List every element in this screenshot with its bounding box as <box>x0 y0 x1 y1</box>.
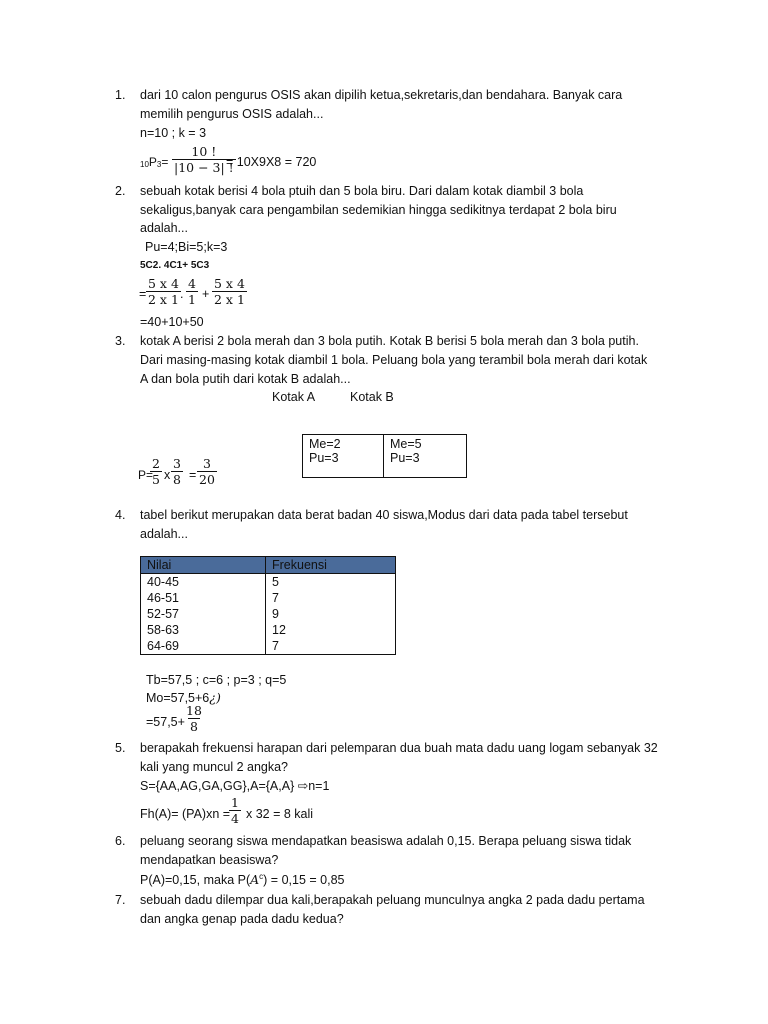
question-1-given: n=10 ; k = 3 <box>140 126 207 140</box>
question-4-fraction: $\frac{18}{8}$ <box>186 703 202 734</box>
question-2-fraction-1: $\frac{5 x 4}{2 x 1}$ <box>148 276 179 307</box>
table-row <box>141 638 396 655</box>
question-3-number: 3. <box>115 334 126 348</box>
question-2-result: =40+10+50 <box>140 315 204 329</box>
question-5-sample-space: S={AA,AG,GA,GG},A={A,A} ⇨n=1 <box>140 779 330 793</box>
question-6-text-line-1: peluang seorang siswa mendapatkan beasiswa adalah 0,15. Berapa peluang siswa tidak <box>140 834 632 848</box>
question-3-fraction-3: $\frac{3}{20}$ <box>199 456 215 487</box>
question-2-plus: + <box>202 287 210 301</box>
table-header-nilai: Nilai <box>141 557 266 574</box>
question-7-text-line-1: sebuah dadu dilempar dua kali,berapakah peluang munculnya angka 2 pada dadu pertama <box>140 893 645 907</box>
table-cell: 5 <box>266 574 396 591</box>
kotak-b-cell <box>384 435 467 478</box>
question-2-text-line-1: sebuah kotak berisi 4 bola ptuih dan 5 bola biru. Dari dalam kotak diambil 3 bola <box>140 184 584 198</box>
question-4-text-line-1: tabel berikut merupakan data berat badan 40 siswa,Modus dari data pada tabel tersebut <box>140 508 628 522</box>
table-cell: 40-45 <box>141 574 266 591</box>
question-2-text-line-2: sekaligus,banyak cara pengambilan sedemikian hingga sedikitnya terdapat 2 bola biru <box>140 203 617 217</box>
question-3-fraction-2: $\frac{3}{8}$ <box>173 456 181 487</box>
question-7-number: 7. <box>115 893 126 907</box>
question-5-formula-prefix: Fh(A)= (PA)xn = <box>140 807 231 821</box>
question-1-result: = 10X9X8 = 720 <box>226 155 317 169</box>
question-5-fraction: $\frac{1}{4}$ <box>231 795 239 826</box>
question-1-number: 1. <box>115 88 126 102</box>
table-row <box>141 622 396 638</box>
table-header-frekuensi: Frekuensi <box>266 557 396 574</box>
table-cell: 7 <box>266 590 396 606</box>
question-4-number: 4. <box>115 508 126 522</box>
table-cell: 64-69 <box>141 638 266 655</box>
question-5-result: x 32 = 8 kali <box>246 807 314 821</box>
question-4-frequency-table <box>140 556 396 655</box>
question-2-combination: 5C2. 4C1+ 5C3 <box>140 260 210 271</box>
table-row <box>141 590 396 606</box>
question-2-dot: . <box>180 287 184 301</box>
kotak-b-merah: Me=5 <box>390 437 422 451</box>
question-2-equals: = <box>139 287 147 301</box>
question-4-equals: =57,5+ <box>146 715 185 729</box>
question-2-fraction-3: $\frac{5 x 4}{2 x 1}$ <box>214 276 245 307</box>
question-1-permutation-symbol: $_{10}P_3=$ <box>140 155 169 169</box>
question-6-text-line-2: mendapatkan beasiswa? <box>140 853 279 867</box>
kotak-a-cell <box>303 435 384 478</box>
question-2-given: Pu=4;Bi=5;k=3 <box>145 240 228 254</box>
kotak-a-putih: Pu=3 <box>309 451 339 465</box>
question-2-number: 2. <box>115 184 126 198</box>
question-1-text-line-2: memilih pengurus OSIS adalah... <box>140 107 324 121</box>
question-4-modus-formula: Mo=57,5+6¿) <box>146 690 221 705</box>
question-6-answer: P(A)=0,15, maka $P(A^c) = 0,15 = 0,85$ <box>140 872 345 888</box>
question-3-text-line-2: Dari masing-masing kotak diambil 1 bola. Peluang bola yang terambil bola merah dari kotak <box>140 353 648 367</box>
table-cell: 52-57 <box>141 606 266 622</box>
kotak-a-merah: Me=2 <box>309 437 341 451</box>
question-4-text-line-2: adalah... <box>140 527 188 541</box>
question-2-fraction-2: $\frac{4}{1}$ <box>188 276 196 307</box>
question-3-p-prefix: P= <box>138 468 154 482</box>
question-3-text-line-1: kotak A berisi 2 bola merah dan 3 bola putih. Kotak B berisi 5 bola merah dan 3 bola putih. <box>140 334 639 348</box>
question-5-text-line-2: kali yang muncul 2 angka? <box>140 760 289 774</box>
question-7-text-line-2: dan angka genap pada dadu kedua? <box>140 912 344 926</box>
question-4-given: Tb=57,5 ; c=6 ; p=3 ; q=5 <box>146 673 287 687</box>
table-cell: 58-63 <box>141 622 266 638</box>
table-cell: 46-51 <box>141 590 266 606</box>
question-3-box-table <box>302 434 467 478</box>
question-3-fraction-1: $\frac{2}{5}$ <box>152 456 160 487</box>
question-3-times: x <box>164 468 171 482</box>
question-3-text-line-3: A dan bola putih dari kotak B adalah... <box>140 372 351 386</box>
table-cell: 7 <box>266 638 396 655</box>
question-2-text-line-3: adalah... <box>140 221 188 235</box>
question-3-label-kotak-b: Kotak B <box>350 390 394 404</box>
table-cell: 12 <box>266 622 396 638</box>
table-row <box>141 606 396 622</box>
question-3-label-kotak-a: Kotak A <box>272 390 316 404</box>
question-5-number: 5. <box>115 741 126 755</box>
question-6-number: 6. <box>115 834 126 848</box>
table-cell: 9 <box>266 606 396 622</box>
question-1-text-line-1: dari 10 calon pengurus OSIS akan dipilih ketua,sekretaris,dan bendahara. Banyak cara <box>140 88 623 102</box>
question-5-text-line-1: berapakah frekuensi harapan dari pelemparan dua buah mata dadu uang logam sebanyak 32 <box>140 741 658 755</box>
question-1-fraction: $\frac{10 !}{|10 - 3| !}$ <box>174 144 234 175</box>
question-3-equals: = <box>189 468 197 482</box>
table-row <box>141 574 396 591</box>
kotak-b-putih: Pu=3 <box>390 451 420 465</box>
